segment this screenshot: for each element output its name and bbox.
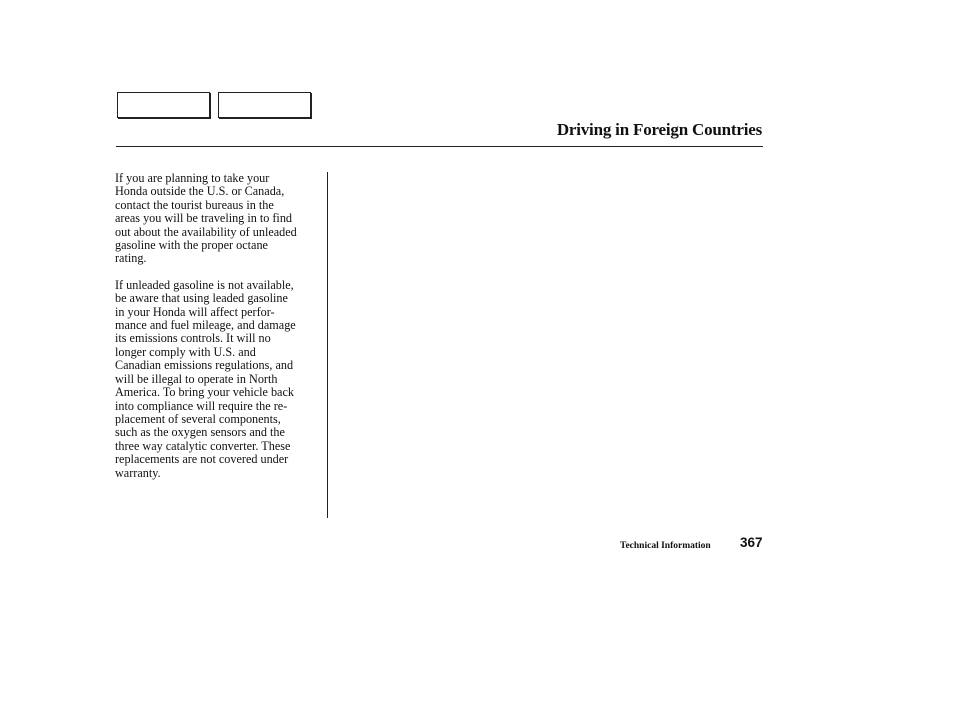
text-line: America. To bring your vehicle back xyxy=(115,385,294,400)
text-line: If you are planning to take your xyxy=(115,171,270,185)
paragraph-2 xyxy=(115,279,321,480)
text-line: gasoline with the proper octane xyxy=(115,238,268,253)
footer-section-label: Technical Information xyxy=(620,541,711,551)
text-line: longer comply with U.S. and xyxy=(115,344,256,359)
text-line: areas you will be traveling in to find xyxy=(115,211,293,226)
next-page-button[interactable] xyxy=(218,92,311,118)
text-line: warranty. xyxy=(115,465,161,480)
text-line: such as the oxygen sensors and the xyxy=(115,425,285,440)
page-number: 367 xyxy=(740,535,763,550)
text-line: Canadian emissions regulations, and xyxy=(115,358,294,373)
text-line: its emissions controls. It will no xyxy=(115,331,271,346)
text-line: into compliance will require the re- xyxy=(115,398,288,413)
header-divider xyxy=(116,146,763,147)
text-line: out about the availability of unleaded xyxy=(115,224,297,239)
text-line: three way catalytic converter. These xyxy=(115,438,291,453)
text-line: will be illegal to operate in North xyxy=(115,371,278,386)
body-text xyxy=(115,172,321,493)
text-line: If unleaded gasoline is not available, xyxy=(115,277,294,292)
text-line: contact the tourist bureaus in the xyxy=(115,197,274,212)
text-line: Honda outside the U.S. or Canada, xyxy=(115,184,285,199)
text-line: placement of several components, xyxy=(115,411,281,426)
page-title: Driving in Foreign Countries xyxy=(556,120,762,139)
column-divider xyxy=(327,172,328,518)
paragraph-1 xyxy=(115,172,321,266)
text-line: replacements are not covered under xyxy=(115,452,289,467)
previous-page-button[interactable] xyxy=(117,92,210,118)
text-line: mance and fuel mileage, and damage xyxy=(115,318,296,333)
text-line: rating. xyxy=(115,251,147,266)
text-line: in your Honda will affect perfor- xyxy=(115,304,275,319)
text-line: be aware that using leaded gasoline xyxy=(115,291,288,306)
